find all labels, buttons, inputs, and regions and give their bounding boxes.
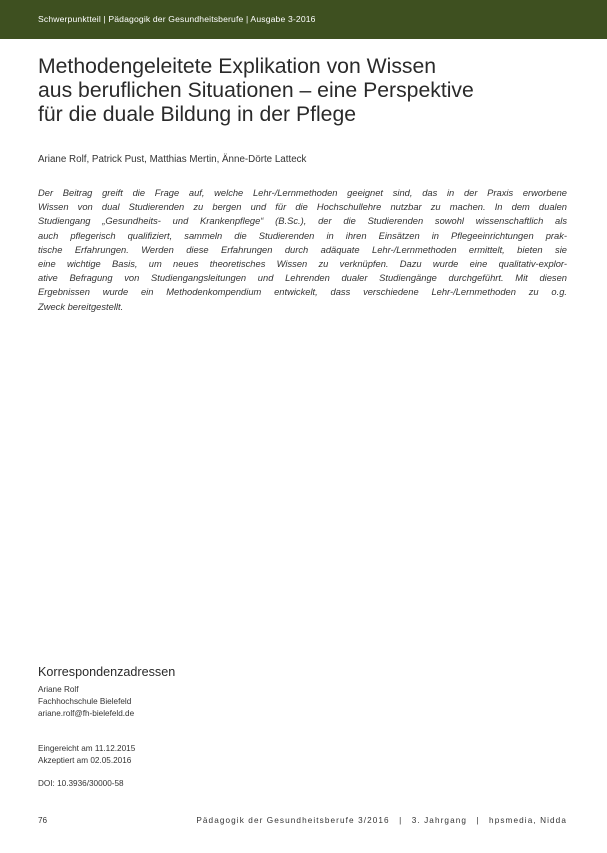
footer-volume: 3. Jahrgang (411, 816, 468, 825)
abstract-line: tische Erfahrungen. Werden diese Erfahrungen durch adäquate Lehr-/Lernmethoden ermittelt, bieten sie (38, 244, 567, 255)
correspondence-name: Ariane Rolf (38, 685, 79, 694)
abstract-line: ative Befragung von Studiengangsleitungen und Lehrenden dualer Studiengänge durchgeführt. Mit diesen (38, 273, 567, 284)
abstract-line: Wissen von dual Studierenden zu bergen und für die Hochschullehre nutzbar zu machen. In dem dualen (38, 202, 567, 213)
abstract-line: eine wichtige Basis, um neues theoretisches Wissen zu verknüpfen. Dazu wurde eine qualitativ-explor- (38, 259, 567, 270)
submission-dates (38, 743, 135, 767)
correspondence-institution: Fachhochschule Bielefeld (38, 696, 132, 706)
running-head: Schwerpunktteil | Pädagogik der Gesundheitsberufe | Ausgabe 3-2016 (38, 14, 316, 24)
correspondence-address (38, 684, 134, 719)
footer-separator: | (399, 816, 403, 825)
doi[interactable]: DOI: 10.3936/30000-58 (38, 779, 124, 788)
footer-journal: Pädagogik der Gesundheitsberufe 3/2016 (196, 816, 390, 825)
page-number: 76 (38, 816, 48, 825)
author-list: Ariane Rolf, Patrick Pust, Matthias Mertin, Änne-Dörte Latteck (38, 154, 307, 165)
abstract-line: Ergebnissen wurde ein Methodenkompendium entwickelt, dass verschiedene Lehr-/Lernmethoden zu o.g. (38, 287, 567, 298)
title-line: aus beruflichen Situationen – eine Perspektive (38, 79, 474, 102)
abstract (38, 186, 567, 314)
footer-journal-info (196, 816, 567, 825)
correspondence-heading: Korrespondenzadressen (38, 665, 176, 679)
abstract-line: auch pflegerisch qualifiziert, sammeln die Studierenden in ihren Einsätzen in Pflegeeinrichtungen prak- (38, 230, 567, 241)
abstract-line: Der Beitrag greift die Frage auf, welche Lehr-/Lernmethoden geeignet sind, das in der Praxis erworbene (38, 188, 567, 198)
accepted-date: Akzeptiert am 02.05.2016 (38, 755, 132, 765)
abstract-line: Studiengang „Gesundheits- und Krankenpflege“ (B.Sc.), der die Studierenden sowohl wissenschaftlich als (38, 216, 567, 227)
title-line: Methodengeleitete Explikation von Wissen (38, 55, 437, 78)
footer-publisher: hpsmedia, Nidda (489, 816, 567, 825)
correspondence-email[interactable]: ariane.rolf@fh-bielefeld.de (38, 708, 135, 718)
article-title (38, 55, 578, 127)
footer-separator: | (476, 816, 480, 825)
abstract-line: Zweck bereitgestellt. (38, 301, 124, 312)
running-header-band (0, 0, 607, 39)
title-line: für die duale Bildung in der Pflege (38, 103, 357, 126)
submitted-date: Eingereicht am 11.12.2015 (38, 744, 136, 753)
